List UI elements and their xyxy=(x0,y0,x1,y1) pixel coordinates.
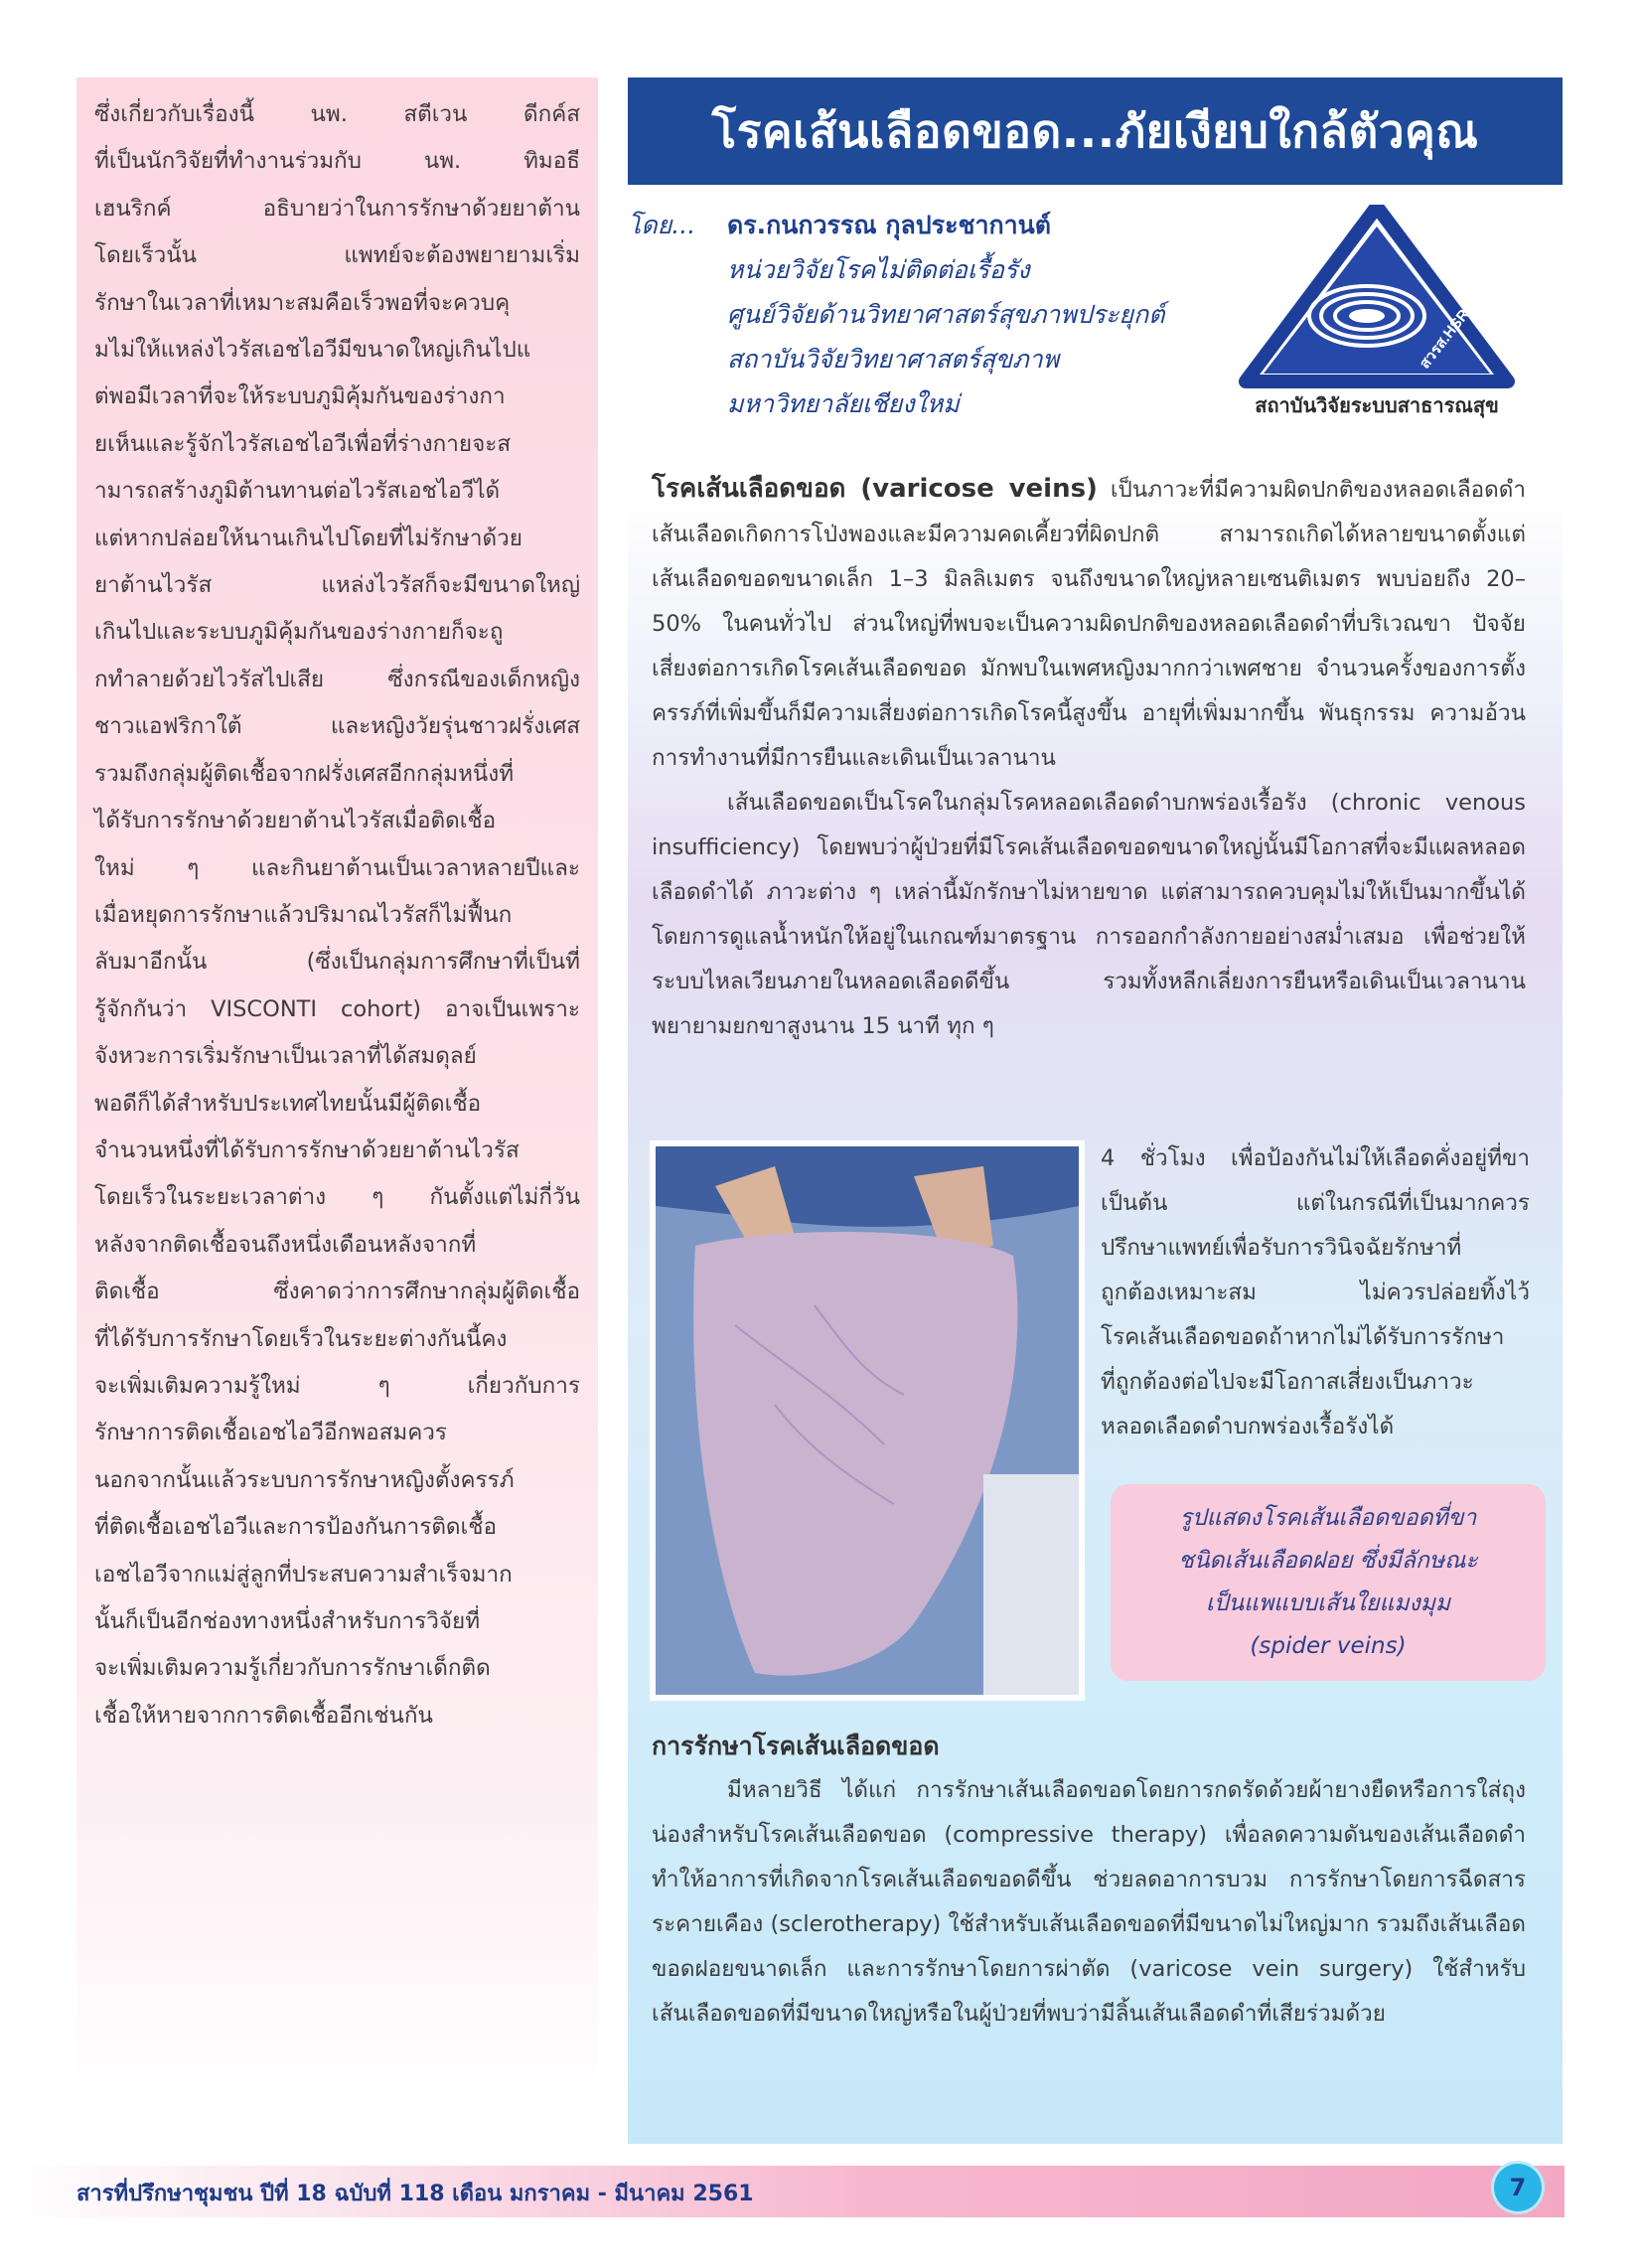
affiliation-line: หน่วยวิจัยโรคไม่ติดต่อเรื้อรัง xyxy=(727,255,1030,284)
side-line: โรคเส้นเลือดขอดถ้าหากไม่ได้รับการรักษา xyxy=(1101,1324,1505,1350)
left-column-line: ติดเชื้อ ซึ่งคาดว่าการศึกษากลุ่มผู้ติดเชื้อ xyxy=(94,1279,580,1305)
left-column-line: นอกจากนั้นแล้วระบบการรักษาหญิงตั้งครรภ์ xyxy=(94,1466,515,1493)
left-column-line: ลับมาอีกนั้น (ซึ่งเป็นกลุ่มการศึกษาที่เป็นที่ xyxy=(94,949,580,976)
left-column-line: จำนวนหนึ่งที่ได้รับการรักษาด้วยยาต้านไวรัส xyxy=(94,1136,520,1163)
left-column-line: ใหม่ ๆ และกินยาต้านเป็นเวลาหลายปีและ xyxy=(94,854,580,881)
caption-line: (spider veins) xyxy=(1250,1633,1407,1659)
left-column-line: ยาต้านไวรัส แหล่งไวรัสก็จะมีขนาดใหญ่ xyxy=(94,572,580,599)
caption-line: เป็นแพแบบเส้นใยแมงมุม xyxy=(1205,1590,1451,1616)
varicose-leg-photo xyxy=(650,1140,1085,1701)
affiliation-line: สถาบันวิจัยวิทยาศาสตร์สุขภาพ xyxy=(727,345,1060,374)
article-body-bottom xyxy=(652,1768,1526,2037)
left-column-line: ต่พอมีเวลาที่จะให้ระบบภูมิคุ้มกันของร่างกา xyxy=(94,383,506,410)
left-column-line: เฮนริกค์ อธิบายว่าในการรักษาด้วยยาต้าน xyxy=(94,195,580,222)
left-column-line: รู้จักกันว่า VISCONTI cohort) อาจเป็นเพราะ xyxy=(94,995,580,1022)
left-column-line: ยเห็นและรู้จักไวรัสเอชไอวีเพื่อที่ร่างกายจะส xyxy=(94,430,512,457)
logo-text: สวรส.HSRI xyxy=(1416,303,1476,373)
logo-caption: สถาบันวิจัยระบบสาธารณสุข xyxy=(1255,393,1499,417)
photo-caption xyxy=(1111,1484,1546,1681)
caption-line: ชนิดเส้นเลือดฝอย ซึ่งมีลักษณะ xyxy=(1178,1548,1478,1574)
by-label: โดย... xyxy=(628,211,696,239)
left-column-line: ที่ได้รับการรักษาโดยเร็วในระยะต่างกันนี้คง xyxy=(94,1325,508,1352)
left-column-line: จะเพิ่มเติมความรู้ใหม่ ๆ เกี่ยวกับการ xyxy=(94,1372,580,1399)
side-line: ที่ถูกต้องต่อไปจะมีโอกาสเสี่ยงเป็นภาวะ xyxy=(1101,1369,1474,1395)
paragraph xyxy=(652,467,1526,781)
left-column-line: ซึ่งเกี่ยวกับเรื่องนี้ นพ. สตีเวน ดีกค์ส xyxy=(94,101,580,127)
left-column-line: โดยเร็วในระยะเวลาต่าง ๆ กันตั้งแต่ไม่กี่วัน xyxy=(94,1184,580,1211)
side-line: 4 ชั่วโมง เพื่อป้องกันไม่ให้เลือดคั่งอยู่ที่ขา xyxy=(1101,1145,1530,1171)
article-body-top xyxy=(652,467,1526,1049)
left-column-line: หลังจากติดเชื้อจนถึงหนึ่งเดือนหลังจากที่ xyxy=(94,1231,477,1258)
affiliation-line: มหาวิทยาลัยเชียงใหม่ xyxy=(727,389,960,418)
lead-phrase: โรคเส้นเลือดขอด (varicose veins) xyxy=(652,474,1098,504)
left-column-line: นั้นก็เป็นอีกช่องทางหนึ่งสำหรับการวิจัยที่ xyxy=(94,1608,481,1634)
left-column-line: เมื่อหยุดการรักษาแล้วปริมาณไวรัสก็ไม่ฟื้นก xyxy=(94,901,513,928)
page-number: 7 xyxy=(1494,2164,1542,2211)
left-column-line: พอดีก็ได้สำหรับประเทศไทยนั้นมีผู้ติดเชื้อ xyxy=(94,1090,482,1117)
left-column-line: เชื้อให้หายจากการติดเชื้ออีกเช่นกัน xyxy=(94,1702,433,1729)
left-column xyxy=(76,77,598,2114)
leg-illustration xyxy=(656,1146,1079,1695)
article-title: โรคเส้นเลือดขอด...ภัยเงียบใกล้ตัวคุณ xyxy=(628,77,1563,185)
left-column-line: ามารถสร้างภูมิต้านทานต่อไวรัสเอชไอวีได้ xyxy=(94,478,501,505)
left-column-line: จังหวะการเริ่มรักษาเป็นเวลาที่ได้สมดุลย์ xyxy=(94,1043,477,1070)
caption-line: รูปแสดงโรคเส้นเลือดขอดที่ขา xyxy=(1179,1505,1477,1531)
side-line: เป็นต้น แต่ในกรณีที่เป็นมากควร xyxy=(1101,1190,1530,1216)
left-column-line: กทำลายด้วยไวรัสไปเสีย ซึ่งกรณีของเด็กหญิง xyxy=(94,666,580,692)
left-column-line: แต่หากปล่อยให้นานเกินไปโดยที่ไม่รักษาด้วย xyxy=(94,525,522,551)
left-column-line: มไม่ให้แหล่งไวรัสเอชไอวีมีขนาดใหญ่เกินไปแ xyxy=(94,337,531,364)
affiliation-line: ศูนย์วิจัยด้านวิทยาศาสตร์สุขภาพประยุกต์ xyxy=(727,300,1165,329)
section-heading: การรักษาโรคเส้นเลือดขอด xyxy=(652,1732,940,1760)
left-column-line: รักษาในเวลาที่เหมาะสมคือเร็วพอที่จะควบคุ xyxy=(94,289,511,316)
footer-text: สารที่ปรึกษาชุมชน ปีที่ 18 ฉบับที่ 118 เดือน มกราคม - มีนาคม 2561 xyxy=(76,2182,754,2206)
paragraph: มีหลายวิธี ได้แก่ การรักษาเส้นเลือดขอดโดยการกดรัดด้วยผ้ายางยืดหรือการใส่ถุงน่องสำหรับโรคเส้นเลือดขอด (compressive therapy) เพื่อลดความดันของเส้นเลือดดำ ทำให้อาการที่เกิดจากโรคเส้นเลือดขอดดีขึ้น ช่วยลดอาการบวม การรักษาโดยการฉีดสารระคายเคือง (sclerotherapy) ใช้สำหรับเส้นเลือดขอดที่มีขนาดไม่ใหญ่มาก รวมถึงเส้นเลือดขอดฝอยขนาดเล็ก และการรักษาโดยการผ่าตัด (varicose vein surgery) ใช้สำหรับเส้นเลือดขอดที่มีขนาดใหญ่หรือในผู้ป่วยที่พบว่ามีลิ้นเส้นเลือดดำที่เสียร่วมด้วย xyxy=(652,1777,1526,2027)
left-column-line: ที่เป็นนักวิจัยที่ทำงานร่วมกับ นพ. ทิมอธี xyxy=(94,148,580,175)
left-column-line: ชาวแอฟริกาใต้ และหญิงวัยรุ่นชาวฝรั่งเศส xyxy=(94,713,580,740)
left-column-line: เกินไปและระบบภูมิคุ้มกันของร่างกายก็จะถู xyxy=(94,619,504,646)
left-column-line: รวมถึงกลุ่มผู้ติดเชื้อจากฝรั่งเศสอีกกลุ่มหนึ่งที่ xyxy=(94,760,515,787)
paragraph-text: เป็นภาวะที่มีความผิดปกติของหลอดเลือดดำ เส้นเลือดเกิดการโป่งพองและมีความคดเคี้ยวที่ผิดปกติ สามารถเกิดได้หลายขนาดตั้งแต่เส้นเลือดขอดขนาดเล็ก 1–3 มิลลิเมตร จนถึงขนาดใหญ่หลายเซนติเมตร พบบ่อยถึง 20–50% ในคนทั่วไป ส่วนใหญ่ที่พบจะเป็นความผิดปกติของหลอดเลือดดำที่บริเวณขา ปัจจัยเสี่ยงต่อการเกิดโรคเส้นเลือดขอด มักพบในเพศหญิงมากกว่าเพศชาย จำนวนครั้งของการตั้งครรภ์ที่เพิ่มขึ้นก็มีความเสี่ยงต่อการเกิดโรคนี้สูงขึ้น อายุที่เพิ่มมากขึ้น พันธุกรรม ความอ้วน การทำงานที่มีการยืนและเดินเป็นเวลานาน xyxy=(652,477,1526,771)
side-line: ถูกต้องเหมาะสม ไม่ควรปล่อยทิ้งไว้ xyxy=(1101,1280,1530,1305)
left-column-line: รักษาการติดเชื้อเอชไอวีอีกพอสมควร xyxy=(94,1420,447,1446)
left-column-line: เอชไอวีจากแม่สู่ลูกที่ประสบความสำเร็จมาก xyxy=(94,1561,513,1588)
left-column-line: โดยเร็วนั้น แพทย์จะต้องพยายามเริ่ม xyxy=(94,242,580,269)
left-column-line: จะเพิ่มเติมความรู้เกี่ยวกับการรักษาเด็กติด xyxy=(94,1655,491,1682)
side-line: ปรึกษาแพทย์เพื่อรับการวินิจฉัยรักษาที่ xyxy=(1101,1235,1462,1261)
side-line: หลอดเลือดดำบกพร่องเรื้อรังได้ xyxy=(1101,1414,1395,1439)
side-paragraph xyxy=(1101,1136,1530,1449)
paragraph: เส้นเลือดขอดเป็นโรคในกลุ่มโรคหลอดเลือดดำบกพร่องเรื้อรัง (chronic venous insufficiency) โดยพบว่าผู้ป่วยที่มีโรคเส้นเลือดขอดขนาดใหญ่นั้นมีโอกาสที่จะมีแผลหลอดเลือดดำได้ ภาวะต่าง ๆ เหล่านี้มักรักษาไม่หายขาด แต่สามารถควบคุมไม่ให้เป็นมากขึ้นได้โดยการดูแลน้ำหนักให้อยู่ในเกณฑ์มาตรฐาน การออกกำลังกายอย่างสม่ำเสมอ เพื่อช่วยให้ระบบไหลเวียนภายในหลอดเลือดดีขึ้น รวมทั้งหลีกเลี่ยงการยืนหรือเดินเป็นเวลานาน พยายามยกขาสูงนาน 15 นาที ทุก ๆ xyxy=(652,790,1526,1039)
left-column-line: ที่ติดเชื้อเอชไอวีและการป้องกันการติดเชื้อ xyxy=(94,1514,498,1541)
author-name: ดร.กนกวรรณ กุลประชากานต์ xyxy=(727,211,1052,239)
left-column-line: ได้รับการรักษาด้วยยาต้านไวรัสเมื่อติดเชื้อ xyxy=(94,808,497,834)
